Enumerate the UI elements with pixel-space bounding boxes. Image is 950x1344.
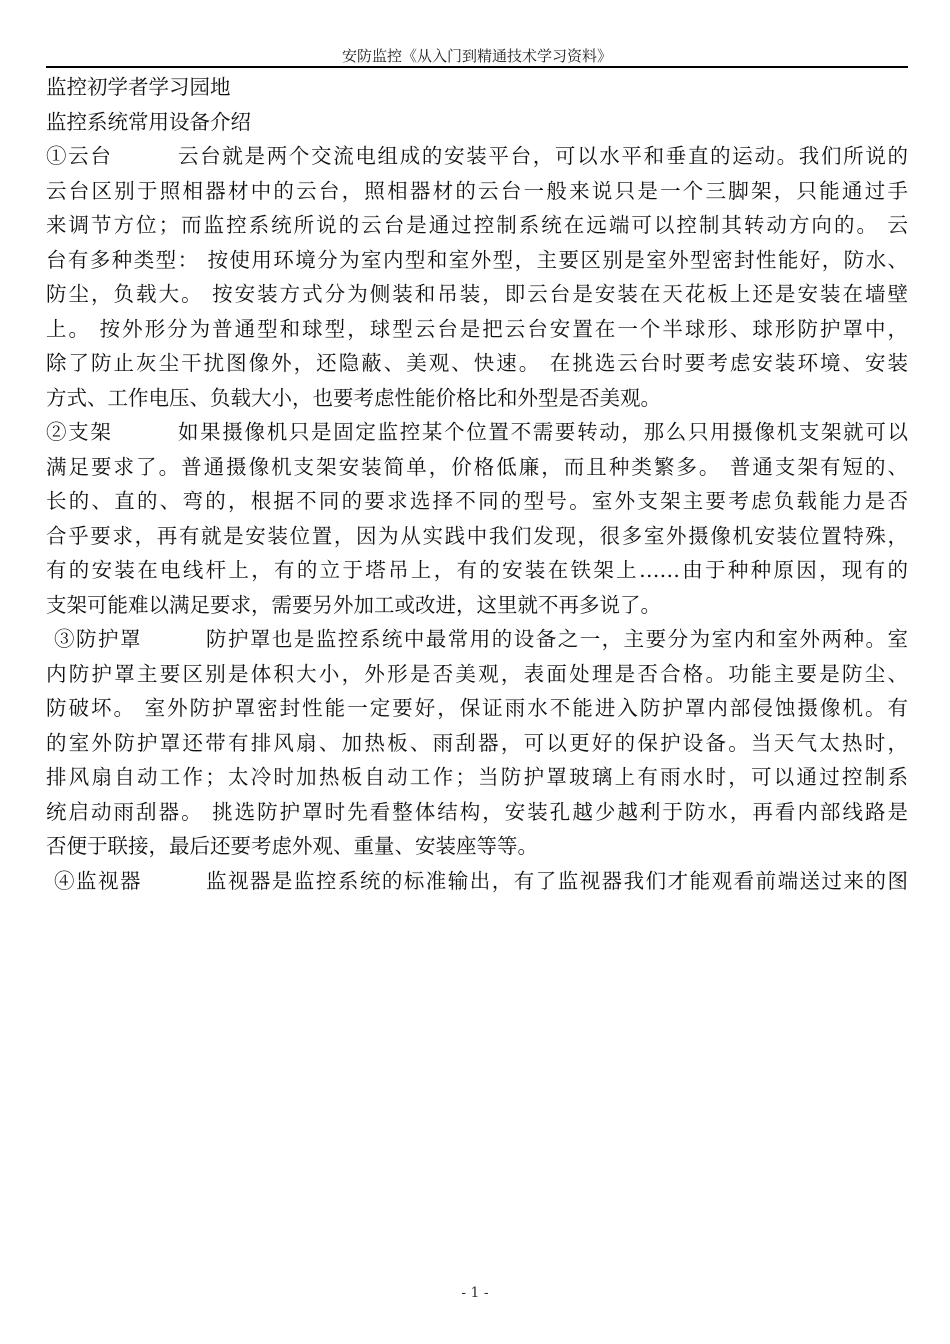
text-line: 长的、直的、弯的，根据不同的要求选择不同的型号。室外支架主要考虑负载能力是否 bbox=[46, 489, 908, 513]
text-line: 台有多种类型： 按使用环境分为室内型和室外型，主要区别是室外型密封性能好，防水、 bbox=[46, 247, 908, 272]
page-number: - 1 - bbox=[461, 1285, 489, 1301]
text-line: ③防护罩 防护罩也是监控系统中最常用的设备之一，主要分为室内和室外两种。室 bbox=[46, 627, 908, 651]
header-rule bbox=[46, 66, 908, 68]
document-body bbox=[46, 70, 908, 898]
text-line: 监控系统常用设备介绍 bbox=[46, 109, 251, 134]
text-line: 监控初学者学习园地 bbox=[46, 75, 231, 99]
text-line: 否便于联接，最后还要考虑外观、重量、安装座等等。 bbox=[46, 834, 538, 858]
text-line: 云台区别于照相器材中的云台，照相器材的云台一般来说只是一个三脚架，只能通过手 bbox=[46, 178, 908, 203]
text-line: ②支架 如果摄像机只是固定监控某个位置不需要转动，那么只用摄像机支架就可以 bbox=[46, 420, 908, 444]
text-line: 的室外防护罩还带有排风扇、加热板、雨刮器，可以更好的保护设备。当天气太热时， bbox=[46, 730, 908, 755]
text-line: 满足要求了。普通摄像机支架安装简单，价格低廉，而且种类繁多。 普通支架有短的、 bbox=[46, 454, 908, 479]
text-line: 除了防止灰尘干扰图像外，还隐蔽、美观、快速。 在挑选云台时要考虑安装环境、安装 bbox=[46, 351, 908, 375]
page-header: 安防监控《从入门到精通技术学习资料》 bbox=[341, 47, 612, 65]
text-line: 统启动雨刮器。 挑选防护罩时先看整体结构，安装孔越少越利于防水，再看内部线路是 bbox=[46, 799, 908, 824]
text-line: 支架可能难以满足要求，需要另外加工或改进，这里就不再多说了。 bbox=[46, 592, 661, 617]
text-line: ④监视器 监视器是监控系统的标准输出，有了监视器我们才能观看前端送过来的图 bbox=[46, 868, 908, 893]
text-line: 排风扇自动工作；太冷时加热板自动工作；当防护罩玻璃上有雨水时，可以通过控制系 bbox=[46, 765, 908, 789]
text-line: 有的安装在电线杆上，有的立于塔吊上，有的安装在铁架上……由于种种原因，现有的 bbox=[46, 558, 908, 582]
text-line: 防破坏。 室外防护罩密封性能一定要好，保证雨水不能进入防护罩内部侵蚀摄像机。有 bbox=[46, 696, 908, 720]
text-line: 合乎要求，再有就是安装位置，因为从实践中我们发现，很多室外摄像机安装位置特殊， bbox=[46, 523, 908, 548]
text-line: 内防护罩主要区别是体积大小，外形是否美观，表面处理是否合格。功能主要是防尘、 bbox=[46, 661, 908, 686]
text-line: 来调节方位；而监控系统所说的云台是通过控制系统在远端可以控制其转动方向的。 云 bbox=[46, 213, 908, 237]
text-line: 方式、工作电压、负载大小，也要考虑性能价格比和外型是否美观。 bbox=[46, 385, 661, 410]
text-line: 防尘，负载大。 按安装方式分为侧装和吊装，即云台是安装在天花板上还是安装在墙壁 bbox=[46, 282, 908, 306]
text-line: ①云台 云台就是两个交流电组成的安装平台，可以水平和垂直的运动。我们所说的 bbox=[46, 144, 908, 168]
text-line: 上。 按外形分为普通型和球型，球型云台是把云台安置在一个半球形、球形防护罩中， bbox=[46, 316, 908, 341]
